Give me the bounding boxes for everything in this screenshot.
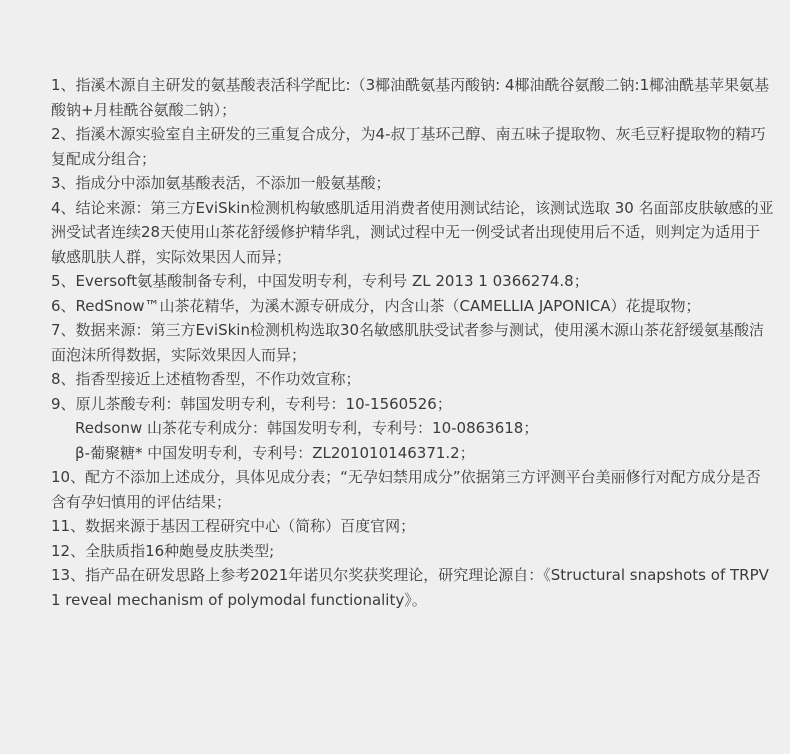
footnote-1: 1、指溪木源自主研发的氨基酸表活科学配比:（3椰油酰氨基丙酸钠: 4椰油酰谷氨酸二钠:1椰油酰基苹果氨基酸钠+月桂酰谷氨酸二钠）；: [51, 76, 770, 119]
footnote-8: 8、指香型接近上述植物香型，不作功效宣称；: [51, 370, 361, 388]
footnote-3: 3、指成分中添加氨基酸表活，不添加一般氨基酸；: [51, 174, 391, 192]
footnote-12: 12、全肤质指16种皰曼皮肤类型;: [51, 541, 275, 560]
footnote-7: 7、数据来源：第三方EviSkin检测机构选取30名敏感肌肤受试者参与测试，使用溪木源山茶花舒缓氨基酸洁面泡沫所得数据，实际效果因人而异；: [51, 321, 765, 364]
footnote-list: [51, 73, 774, 612]
footnote-9-sub-2: β-葡聚糖* 中国发明专利，专利号：ZL201010146371.2；: [75, 443, 475, 462]
footnote-2: 2、指溪木源实验室自主研发的三重复合成分，为4-叔丁基环己醇、南五味子提取物、灰毛豆籽提取物的精巧复配成分组合；: [51, 125, 766, 168]
footnote-11: 11、数据来源于基因工程研究中心（简称）百度官网；: [51, 517, 416, 535]
footnote-9-sub-1: Redsonw 山茶花专利成分：韩国发明专利，专利号：10-0863618；: [75, 419, 539, 437]
footnote-10: 10、配方不添加上述成分，具体见成分表；“无孕妇禁用成分”依据第三方评测平台美丽修行对配方成分是否含有孕妇慎用的评估结果；: [51, 468, 761, 511]
footnote-6: 6、RedSnow™山茶花精华，为溪木源专研成分，内含山茶（CAMELLIA JAPONICA）花提取物；: [51, 296, 701, 315]
footnote-4: 4、结论来源：第三方EviSkin检测机构敏感肌适用消费者使用测试结论，该测试选取 30 名面部皮肤敏感的亚洲受试者连续28天使用山茶花舒缓修护精华乳，测试过程中无一例受试者出现使用后不适，则判定为适用于敏感肌肤人群，实际效果因人而异；: [51, 198, 774, 266]
footnote-13: 13、指产品在研发思路上参考2021年诺贝尔奖获奖理论，研究理论源自：《Structural snapshots of TRPV1 reveal mechanism of polymodal functionality》。: [51, 566, 769, 609]
footnote-5: 5、Eversoft氨基酸制备专利，中国发明专利，专利号 ZL 2013 1 0366274.8；: [51, 272, 589, 290]
footnote-9: 9、原儿茶酸专利：韩国发明专利，专利号：10-1560526；: [51, 394, 452, 413]
